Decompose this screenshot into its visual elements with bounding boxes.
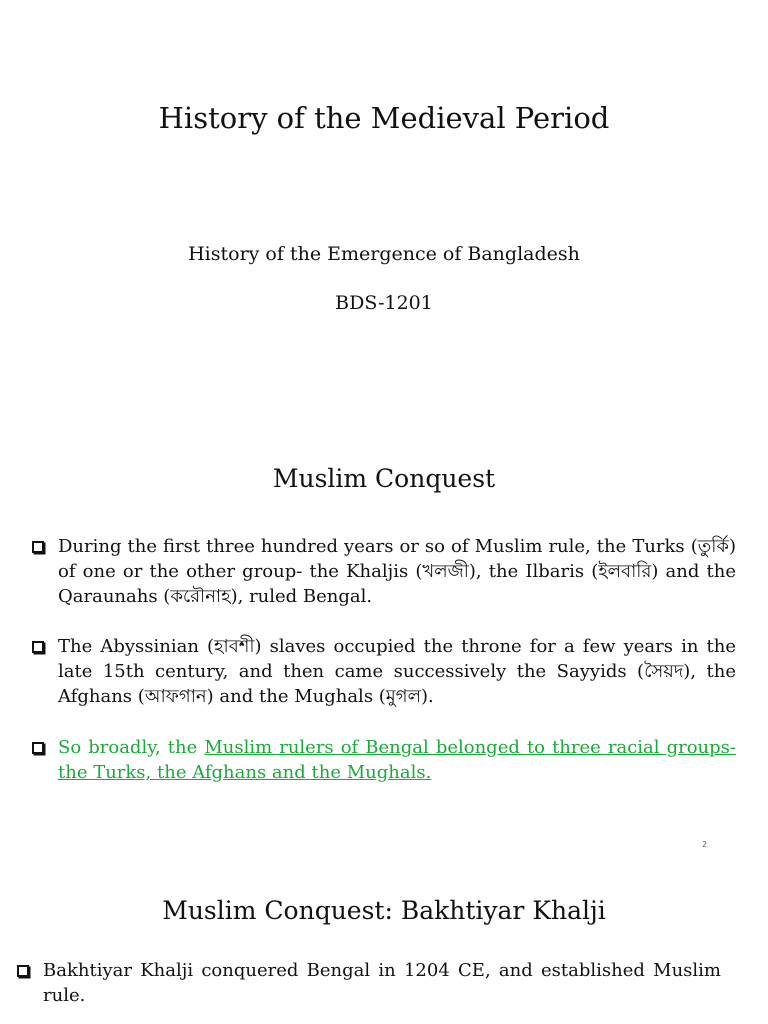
section-heading-bakhtiyar-khalji: Muslim Conquest: Bakhtiyar Khalji — [162, 896, 606, 925]
course-code: BDS-1201 — [335, 292, 433, 314]
course-subtitle: History of the Emergence of Bangladesh — [188, 243, 580, 265]
highlight-text — [58, 735, 736, 785]
page-title: History of the Medieval Period — [158, 101, 610, 135]
bullet-item — [17, 958, 721, 1008]
bullet-text: During the first three hundred years or so of Muslim rule, the Turks (তুর্কি) of one or the other group- the Khaljis (খলজী), the Ilbaris (ইলবারি) and the Qaraunahs (করৌনাহ), ruled Bengal. — [58, 536, 736, 607]
bullet-item — [32, 534, 736, 609]
checkbox-square-icon — [32, 641, 44, 653]
checkbox-square-icon — [32, 541, 44, 553]
bullet-text: Bakhtiyar Khalji conquered Bengal in 1204 CE, and established Muslim rule. — [43, 960, 721, 1006]
page-number: 2 — [702, 840, 708, 849]
bullet-item — [32, 634, 736, 709]
highlight-lead: So broadly, the — [58, 737, 205, 758]
highlight-underlined: Muslim rulers of Bengal belonged to three racial groups- the Turks, the Afghans and the Mughals. — [58, 737, 736, 783]
section-heading-muslim-conquest: Muslim Conquest — [272, 464, 496, 493]
checkbox-square-icon — [17, 965, 29, 977]
bullet-text: The Abyssinian (হাবশী) slaves occupied the throne for a few years in the late 15th century, and then came successively the Sayyids (সৈয়দ), the Afghans (আফগান) and the Mughals (মুগল). — [58, 636, 736, 707]
checkbox-square-icon — [32, 742, 44, 754]
bullet-item-highlight — [32, 735, 736, 785]
